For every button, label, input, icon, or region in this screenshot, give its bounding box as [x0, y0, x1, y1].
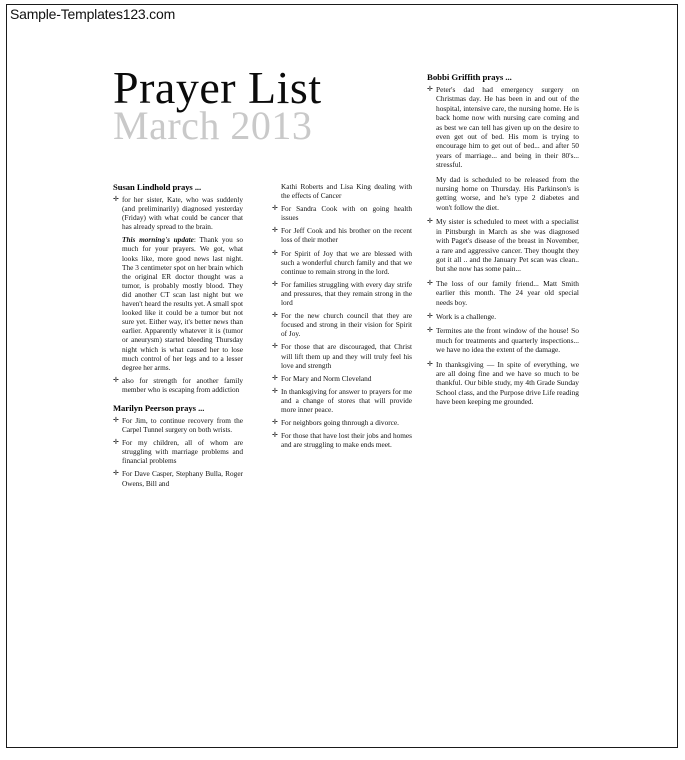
page-title: Prayer List: [113, 62, 322, 113]
list-item: [427, 175, 579, 213]
bullet-icon: ✛: [272, 386, 278, 395]
bullet-icon: ✛: [427, 311, 433, 320]
prayer-paragraph: My dad is scheduled to be released from the nursing home on Thursday. His Parkinson's is getting worse, and he's type 2 diabetes and won't follow the diet.: [436, 174, 579, 212]
prayer-paragraph: In thanksgiving for answer to prayers for me and a change of stores that will provide more inner peace.: [281, 386, 412, 414]
list-item: [272, 431, 412, 449]
list-item: [272, 374, 412, 383]
list-item: [427, 279, 579, 307]
prayer-paragraph: also for strength for another family member who is escaping from addiction: [122, 375, 243, 394]
list-item: [427, 217, 579, 273]
list-item: [272, 311, 412, 338]
list-item: [427, 312, 579, 321]
list-item: [272, 182, 412, 200]
list-item: [272, 387, 412, 414]
prayer-paragraph: This morning's update: Thank you so much for your prayers. We got, what looks like, more good news last night. The 3 centimeter spot on her brain which the original ER doctor thought was a tumor, is probably mostly blood. They did another CT scan last night but we haven't heard the results yet. A small spot looked like it could be a tumor but not sure yet. Either way, it's better news than earlier. Apparently whatever it is (tumor or aneurysm) started bleeding Thursday night which is what caused her to lose much control of her legs and to a lesser degree her arms.: [122, 235, 244, 372]
bullet-icon: ✛: [427, 85, 433, 93]
prayer-paragraph: In thanksgiving — In spite of everything, we are all doing fine and we have so much to be thankful. Our bible study, my 4th Grade Sunday School class, and the Purpose drive Life reading have been keeping me grounded.: [436, 359, 579, 407]
section-heading: Bobbi Griffith prays ...: [427, 72, 512, 82]
prayer-paragraph: The loss of our family friend... Matt Smith earlier this month. The 24 year old special needs boy.: [436, 278, 579, 307]
list-item: [427, 85, 579, 170]
paragraph-lead-in: This morning's update: [122, 235, 194, 245]
column-three: [427, 72, 579, 412]
bullet-icon: ✛: [272, 342, 278, 351]
list-item: [272, 418, 412, 427]
bullet-icon: ✛: [272, 431, 278, 440]
bullet-icon: ✛: [272, 279, 278, 288]
prayer-paragraph: For my children, all of whom are struggling with marriage problems and financial problems: [122, 438, 243, 466]
bullet-icon: ✛: [113, 415, 119, 424]
list-item: [113, 376, 243, 394]
prayer-paragraph: For neighbors going thnrough a divorce.: [281, 418, 399, 428]
bullet-icon: ✛: [272, 311, 278, 320]
list-item: [272, 249, 412, 276]
bullet-icon: ✛: [272, 373, 278, 382]
prayer-paragraph: For Dave Casper, Stephany Bulla, Roger Owens, Bill and: [122, 469, 243, 488]
bullet-icon: ✛: [113, 469, 119, 478]
bullet-icon: ✛: [113, 438, 119, 447]
bullet-icon: ✛: [272, 204, 278, 213]
section-heading: Marilyn Peerson prays ...: [113, 402, 205, 413]
prayer-paragraph: For Spirit of Joy that we are blessed with such a wonderful church family and that we continue to remain strong in the lord.: [281, 248, 412, 276]
prayer-list: [427, 85, 579, 407]
bullet-icon: ✛: [113, 375, 119, 384]
bullet-icon: ✛: [427, 217, 433, 226]
prayer-list: [113, 416, 243, 488]
list-item: [113, 195, 243, 372]
prayer-paragraph: For Mary and Norm Cleveland: [281, 373, 372, 383]
list-item: [427, 360, 579, 407]
prayer-paragraph: For Jeff Cook and his brother on the recent loss of their mother: [281, 226, 412, 245]
bullet-icon: ✛: [427, 278, 433, 287]
prayer-paragraph: for her sister, Kate, who was suddenly (and preliminarily) diagnosed yesterday (Friday) with what could be cancer that has already spread to the brain.: [122, 195, 243, 232]
prayer-paragraph: My sister is scheduled to meet with a specialist in Pittsburgh in March as she was diagnosed with Paget's disease of the breast in November, a rare and aggressive cancer. They thought they got it all .. and the January Pet scan was clean.. but she now has some pain...: [436, 217, 579, 274]
page-subtitle: March 2013: [113, 103, 313, 148]
bullet-icon: ✛: [427, 359, 433, 368]
list-item: [113, 416, 243, 434]
prayer-paragraph: For those that are discouraged, that Christ will lift them up and they will truly feel his love and strength: [281, 342, 412, 370]
column-one: [113, 182, 243, 492]
prayer-paragraph: Peter's dad had emergency surgery on Christmas day. He has been in and out of the hospital, intensive care, the nursing home. He is back home now with nursing care coming and as best we can tell has given up on the desire to even get out of bed. His mom is trying to encourage him to get out of bed... and after 50 years of marriage... and being in their 80's... stressful.: [436, 85, 579, 170]
bullet-icon: ✛: [427, 326, 433, 335]
list-item: [113, 469, 243, 487]
prayer-paragraph: Work is a challenge.: [436, 311, 497, 321]
prayer-paragraph: For those that have lost their jobs and homes and are struggling to make ends meet.: [281, 431, 412, 450]
prayer-paragraph: For Jim, to continue recovery from the Carpel Tunnel surgery on both wrists.: [122, 415, 243, 435]
list-item: [272, 226, 412, 244]
bullet-icon: ✛: [272, 248, 278, 257]
list-item: [272, 280, 412, 307]
list-item: [272, 204, 412, 222]
masthead: [113, 62, 413, 148]
prayer-list: [272, 182, 412, 449]
prayer-paragraph: For the new church council that they are focused and strong in their vision for Spirit of Joy.: [281, 311, 412, 339]
prayer-paragraph: For Sandra Cook with on going health issues: [281, 204, 412, 223]
bullet-icon: ✛: [272, 418, 278, 427]
column-two: [272, 182, 412, 453]
bullet-icon: ✛: [272, 226, 278, 235]
watermark-text: Sample-Templates123.com: [10, 6, 176, 22]
prayer-paragraph: Kathi Roberts and Lisa King dealing with the effects of Cancer: [281, 182, 412, 201]
section-heading: Susan Lindhold prays ...: [113, 182, 202, 192]
prayer-paragraph: For families struggling with every day strife and pressures, that they remain strong in the lord: [281, 279, 412, 308]
prayer-paragraph: Termites ate the front window of the house! So much for treatments and quarterly inspections... we have no idea the extent of the damage.: [436, 326, 579, 355]
list-item: [272, 342, 412, 369]
prayer-list: [113, 195, 243, 394]
list-item: [427, 326, 579, 354]
bullet-icon: ✛: [113, 195, 119, 203]
list-item: [113, 438, 243, 465]
